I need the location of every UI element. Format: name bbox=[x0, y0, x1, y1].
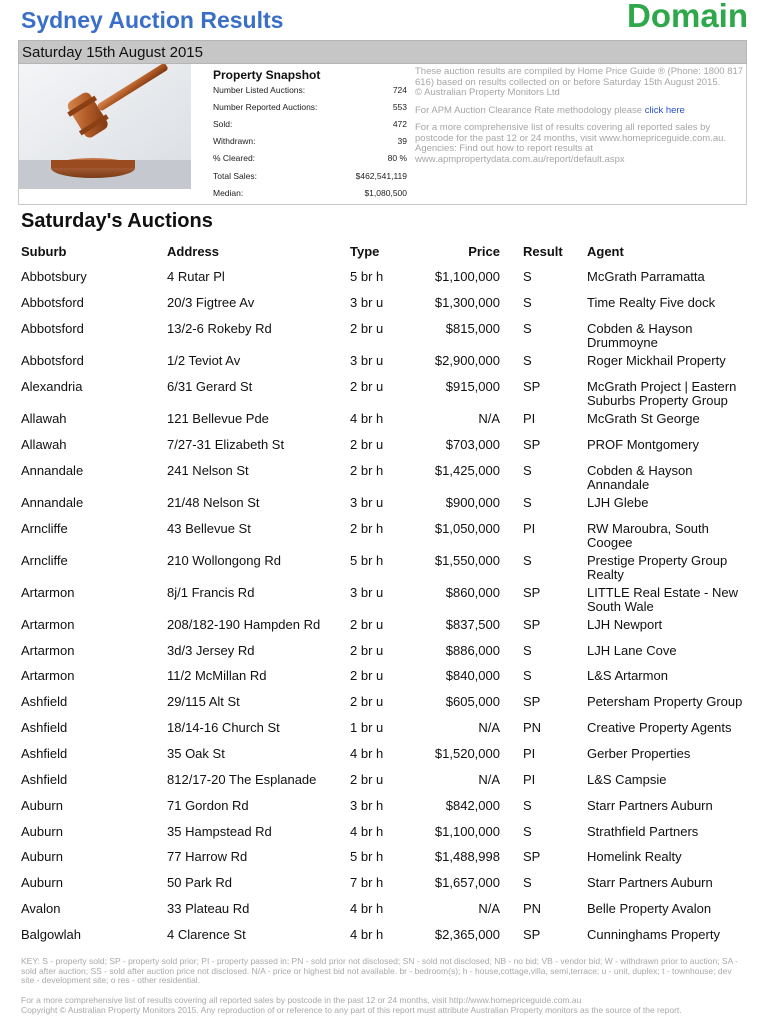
suburb-cell: Ashfield bbox=[21, 720, 68, 735]
price-cell: $1,100,000 bbox=[434, 824, 500, 839]
address-cell: 71 Gordon Rd bbox=[167, 798, 249, 813]
agent-cell: McGrath Parramatta bbox=[587, 269, 705, 284]
address-cell: 21/48 Nelson St bbox=[167, 495, 260, 510]
result-cell: S bbox=[523, 495, 532, 510]
address-cell: 241 Nelson St bbox=[167, 463, 249, 478]
address-cell: 1/2 Teviot Av bbox=[167, 353, 241, 368]
suburb-cell: Ashfield bbox=[21, 772, 68, 787]
suburb-cell: Auburn bbox=[21, 849, 63, 864]
suburb-cell: Abbotsford bbox=[21, 353, 84, 368]
price-cell: $2,365,000 bbox=[434, 927, 500, 942]
result-cell: S bbox=[523, 668, 532, 683]
agent-cell: LITTLE Real Estate - New South Wale bbox=[587, 585, 738, 614]
address-cell: 18/14-16 Church St bbox=[167, 720, 280, 735]
agent-cell: McGrath Project | Eastern Suburbs Property Group bbox=[587, 379, 737, 408]
address-cell: 33 Plateau Rd bbox=[167, 901, 250, 916]
result-cell: S bbox=[523, 463, 532, 478]
stat-reported-auctions bbox=[213, 100, 407, 117]
result-cell: PN bbox=[523, 901, 542, 916]
type-cell: 3 br u bbox=[350, 585, 384, 600]
address-cell: 4 Clarence St bbox=[167, 927, 246, 942]
price-cell: $860,000 bbox=[445, 585, 500, 600]
type-cell: 4 br h bbox=[350, 901, 384, 916]
agent-cell: Creative Property Agents bbox=[587, 720, 732, 735]
auction-date: Saturday 15th August 2015 bbox=[22, 44, 203, 61]
agent-cell: LJH Glebe bbox=[587, 495, 649, 510]
stat-cleared bbox=[213, 151, 407, 168]
type-cell: 2 br u bbox=[350, 379, 384, 394]
price-cell: $1,550,000 bbox=[434, 553, 500, 568]
suburb-cell: Abbotsford bbox=[21, 321, 84, 336]
stat-label: Total Sales: bbox=[213, 171, 257, 181]
stat-value: 724 bbox=[392, 85, 407, 95]
info-compiled: These auction results are compiled by Home Price Guide ® (Phone: 1800 817 616) based on results collected on or before Saturday 15th August 2015. © Australian Property Monitors Ltd bbox=[415, 66, 744, 98]
result-cell: PI bbox=[523, 411, 536, 426]
result-cell: PI bbox=[523, 521, 536, 536]
type-cell: 3 br u bbox=[350, 353, 384, 368]
type-cell: 7 br h bbox=[350, 875, 384, 890]
type-cell: 2 br u bbox=[350, 617, 384, 632]
suburb-cell: Artarmon bbox=[21, 585, 75, 600]
result-cell: SP bbox=[523, 585, 541, 600]
suburb-cell: Arncliffe bbox=[21, 521, 68, 536]
result-cell: PI bbox=[523, 772, 536, 787]
price-cell: N/A bbox=[478, 720, 500, 735]
result-cell: S bbox=[523, 824, 532, 839]
address-cell: 29/115 Alt St bbox=[167, 694, 240, 709]
price-cell: $1,300,000 bbox=[434, 295, 500, 310]
agent-cell: Homelink Realty bbox=[587, 849, 682, 864]
result-cell: SP bbox=[523, 927, 541, 942]
domain-logo[interactable]: Domain bbox=[626, 0, 748, 34]
address-cell: 210 Wollongong Rd bbox=[167, 553, 281, 568]
agent-cell: Petersham Property Group bbox=[587, 694, 743, 709]
address-cell: 50 Park Rd bbox=[167, 875, 233, 890]
price-cell: $842,000 bbox=[445, 798, 500, 813]
snapshot-title: Property Snapshot bbox=[213, 68, 321, 82]
suburb-cell: Allawah bbox=[21, 437, 67, 452]
agent-cell: Cobden & Hayson Annandale bbox=[587, 463, 693, 492]
footer-line-copyright: Copyright © Australian Property Monitors 2015. Any reproduction of or reference to any part of this report must attribute Australian Property monitors as the source of the report. bbox=[21, 1005, 682, 1015]
address-cell: 208/182-190 Hampden Rd bbox=[167, 617, 321, 632]
agent-cell: LJH Lane Cove bbox=[587, 643, 677, 658]
result-cell: S bbox=[523, 269, 532, 284]
price-cell: $915,000 bbox=[445, 379, 500, 394]
suburb-cell: Alexandria bbox=[21, 379, 83, 394]
stat-sold bbox=[213, 117, 407, 134]
address-cell: 812/17-20 The Esplanade bbox=[167, 772, 317, 787]
stat-label: Number Listed Auctions: bbox=[213, 85, 306, 95]
type-cell: 3 br h bbox=[350, 798, 384, 813]
address-cell: 35 Oak St bbox=[167, 746, 225, 761]
stat-withdrawn bbox=[213, 134, 407, 151]
suburb-cell: Artarmon bbox=[21, 617, 75, 632]
agent-cell: PROF Montgomery bbox=[587, 437, 699, 452]
stat-label: Sold: bbox=[213, 119, 233, 129]
page-title: Sydney Auction Results bbox=[21, 7, 284, 33]
results-key: KEY: S - property sold; SP - property sold prior; PI - property passed in; PN - sold prior not disclosed; SN - sold not disclosed; NB - no bid; VB - vendor bid; W - withdrawn prior to auction; SA - sold after auction; SS - sold after auction price not disclosed. N/A - price or highest bid not available. br - bedroom(s); h - house,cottage,villa, semi,terrace; u - unit, duplex; t - townhouse; dev site - development site; o res - other residential. bbox=[21, 956, 738, 985]
page-header bbox=[0, 0, 768, 40]
address-cell: 6/31 Gerard St bbox=[167, 379, 253, 394]
suburb-cell: Balgowlah bbox=[21, 927, 81, 942]
result-cell: SP bbox=[523, 379, 541, 394]
agent-cell: Strathfield Partners bbox=[587, 824, 699, 839]
suburb-cell: Artarmon bbox=[21, 643, 75, 658]
agent-cell: L&S Artarmon bbox=[587, 668, 668, 683]
info-comprehensive: For a more comprehensive list of results covering all reported sales by postcode for the past 12 or 24 months, visit www.homepriceguide.com.au. Agencies: Find out how to report results at www.apmpropertydata.com.au/report/default.aspx bbox=[415, 122, 727, 165]
type-cell: 5 br h bbox=[350, 553, 384, 568]
price-cell: $1,488,998 bbox=[434, 849, 500, 864]
price-cell: $703,000 bbox=[445, 437, 500, 452]
address-cell: 43 Bellevue St bbox=[167, 521, 251, 536]
stat-value: 80 % bbox=[387, 153, 407, 163]
stat-value: 39 bbox=[397, 136, 407, 146]
section-title: Saturday's Auctions bbox=[21, 210, 213, 232]
address-cell: 11/2 McMillan Rd bbox=[167, 668, 267, 683]
price-cell: $1,425,000 bbox=[434, 463, 500, 478]
result-cell: SP bbox=[523, 849, 541, 864]
price-cell: $1,050,000 bbox=[434, 521, 500, 536]
type-cell: 4 br h bbox=[350, 411, 384, 426]
result-cell: S bbox=[523, 295, 532, 310]
type-cell: 4 br h bbox=[350, 746, 384, 761]
stat-label: Median: bbox=[213, 188, 244, 198]
agent-cell: LJH Newport bbox=[587, 617, 663, 632]
type-cell: 2 br u bbox=[350, 321, 384, 336]
type-cell: 5 br h bbox=[350, 849, 384, 864]
agent-cell: Roger Mickhail Property bbox=[587, 353, 726, 368]
price-cell: $1,520,000 bbox=[434, 746, 500, 761]
methodology-link[interactable]: click here bbox=[644, 104, 685, 116]
price-cell: $886,000 bbox=[445, 643, 500, 658]
property-snapshot-panel bbox=[18, 64, 747, 205]
address-cell: 7/27-31 Elizabeth St bbox=[167, 437, 285, 452]
agent-cell: Cobden & Hayson Drummoyne bbox=[587, 321, 693, 350]
suburb-cell: Abbotsbury bbox=[21, 269, 87, 284]
suburb-cell: Auburn bbox=[21, 824, 63, 839]
column-header-type: Type bbox=[350, 244, 380, 259]
agent-cell: Gerber Properties bbox=[587, 746, 691, 761]
suburb-cell: Artarmon bbox=[21, 668, 75, 683]
price-cell: $1,100,000 bbox=[434, 269, 500, 284]
agent-cell: Starr Partners Auburn bbox=[587, 875, 713, 890]
price-cell: $837,500 bbox=[445, 617, 500, 632]
address-cell: 35 Hampstead Rd bbox=[167, 824, 272, 839]
price-cell: $815,000 bbox=[445, 321, 500, 336]
type-cell: 3 br u bbox=[350, 495, 384, 510]
price-cell: $2,900,000 bbox=[434, 353, 500, 368]
type-cell: 2 br u bbox=[350, 643, 384, 658]
address-cell: 13/2-6 Rokeby Rd bbox=[167, 321, 272, 336]
type-cell: 2 br u bbox=[350, 772, 384, 787]
suburb-cell: Avalon bbox=[21, 901, 61, 916]
stat-value: 553 bbox=[392, 102, 407, 112]
address-cell: 20/3 Figtree Av bbox=[167, 295, 255, 310]
price-cell: $605,000 bbox=[445, 694, 500, 709]
suburb-cell: Auburn bbox=[21, 798, 63, 813]
result-cell: PI bbox=[523, 746, 536, 761]
stat-value: $1,080,500 bbox=[364, 188, 407, 198]
suburb-cell: Allawah bbox=[21, 411, 67, 426]
agent-cell: Starr Partners Auburn bbox=[587, 798, 713, 813]
address-cell: 121 Bellevue Pde bbox=[167, 411, 269, 426]
address-cell: 77 Harrow Rd bbox=[167, 849, 248, 864]
type-cell: 4 br h bbox=[350, 927, 384, 942]
type-cell: 3 br u bbox=[350, 295, 384, 310]
column-header-price: Price bbox=[468, 244, 500, 259]
result-cell: SP bbox=[523, 694, 541, 709]
type-cell: 5 br h bbox=[350, 269, 384, 284]
suburb-cell: Auburn bbox=[21, 875, 63, 890]
result-cell: SP bbox=[523, 617, 541, 632]
suburb-cell: Arncliffe bbox=[21, 553, 68, 568]
address-cell: 8j/1 Francis Rd bbox=[167, 585, 255, 600]
column-header-address: Address bbox=[167, 244, 220, 259]
agent-cell: RW Maroubra, South Coogee bbox=[587, 521, 709, 550]
result-cell: PN bbox=[523, 720, 542, 735]
address-cell: 4 Rutar Pl bbox=[167, 269, 225, 284]
price-cell: N/A bbox=[478, 772, 500, 787]
suburb-cell: Annandale bbox=[21, 463, 84, 478]
result-cell: S bbox=[523, 643, 532, 658]
price-cell: $900,000 bbox=[445, 495, 500, 510]
stat-value: $462,541,119 bbox=[355, 171, 407, 181]
stat-label: Number Reported Auctions: bbox=[213, 102, 318, 112]
footer-line-visit: For a more comprehensive list of results covering all reported sales by postcode in the past 12 or 24 months, visit http://www.homepriceguide.com.au bbox=[21, 995, 582, 1005]
agent-cell: L&S Campsie bbox=[587, 772, 667, 787]
result-cell: S bbox=[523, 321, 532, 336]
column-header-suburb: Suburb bbox=[21, 244, 67, 259]
type-cell: 2 br u bbox=[350, 668, 384, 683]
result-cell: S bbox=[523, 553, 532, 568]
stat-listed-auctions bbox=[213, 83, 407, 100]
type-cell: 2 br h bbox=[350, 463, 384, 478]
suburb-cell: Abbotsford bbox=[21, 295, 84, 310]
result-cell: SP bbox=[523, 437, 541, 452]
stat-median bbox=[213, 186, 407, 203]
suburb-cell: Ashfield bbox=[21, 694, 68, 709]
agent-cell: Prestige Property Group Realty bbox=[587, 553, 728, 582]
footer-text bbox=[21, 995, 761, 1015]
agent-cell: Cunninghams Property bbox=[587, 927, 720, 942]
stat-value: 472 bbox=[392, 119, 407, 129]
price-cell: $1,657,000 bbox=[434, 875, 500, 890]
type-cell: 2 br u bbox=[350, 437, 384, 452]
stat-label: % Cleared: bbox=[213, 153, 256, 163]
type-cell: 4 br h bbox=[350, 824, 384, 839]
result-cell: S bbox=[523, 875, 532, 890]
address-cell: 3d/3 Jersey Rd bbox=[167, 643, 255, 658]
suburb-cell: Annandale bbox=[21, 495, 84, 510]
stat-total-sales bbox=[213, 169, 407, 186]
info-methodology: For APM Auction Clearance Rate methodology please click here bbox=[415, 104, 685, 116]
price-cell: N/A bbox=[478, 901, 500, 916]
type-cell: 2 br h bbox=[350, 521, 384, 536]
column-header-agent: Agent bbox=[587, 244, 624, 259]
type-cell: 2 br u bbox=[350, 694, 384, 709]
date-bar bbox=[18, 40, 747, 64]
agent-cell: McGrath St George bbox=[587, 411, 700, 426]
agent-cell: Time Realty Five dock bbox=[587, 295, 716, 310]
auction-gavel-image bbox=[19, 64, 191, 189]
info-text bbox=[415, 67, 745, 172]
result-cell: S bbox=[523, 353, 532, 368]
suburb-cell: Ashfield bbox=[21, 746, 68, 761]
stat-label: Withdrawn: bbox=[213, 136, 256, 146]
price-cell: $840,000 bbox=[445, 668, 500, 683]
price-cell: N/A bbox=[478, 411, 500, 426]
agent-cell: Belle Property Avalon bbox=[587, 901, 712, 916]
type-cell: 1 br u bbox=[350, 720, 384, 735]
result-cell: S bbox=[523, 798, 532, 813]
column-header-result: Result bbox=[523, 244, 563, 259]
